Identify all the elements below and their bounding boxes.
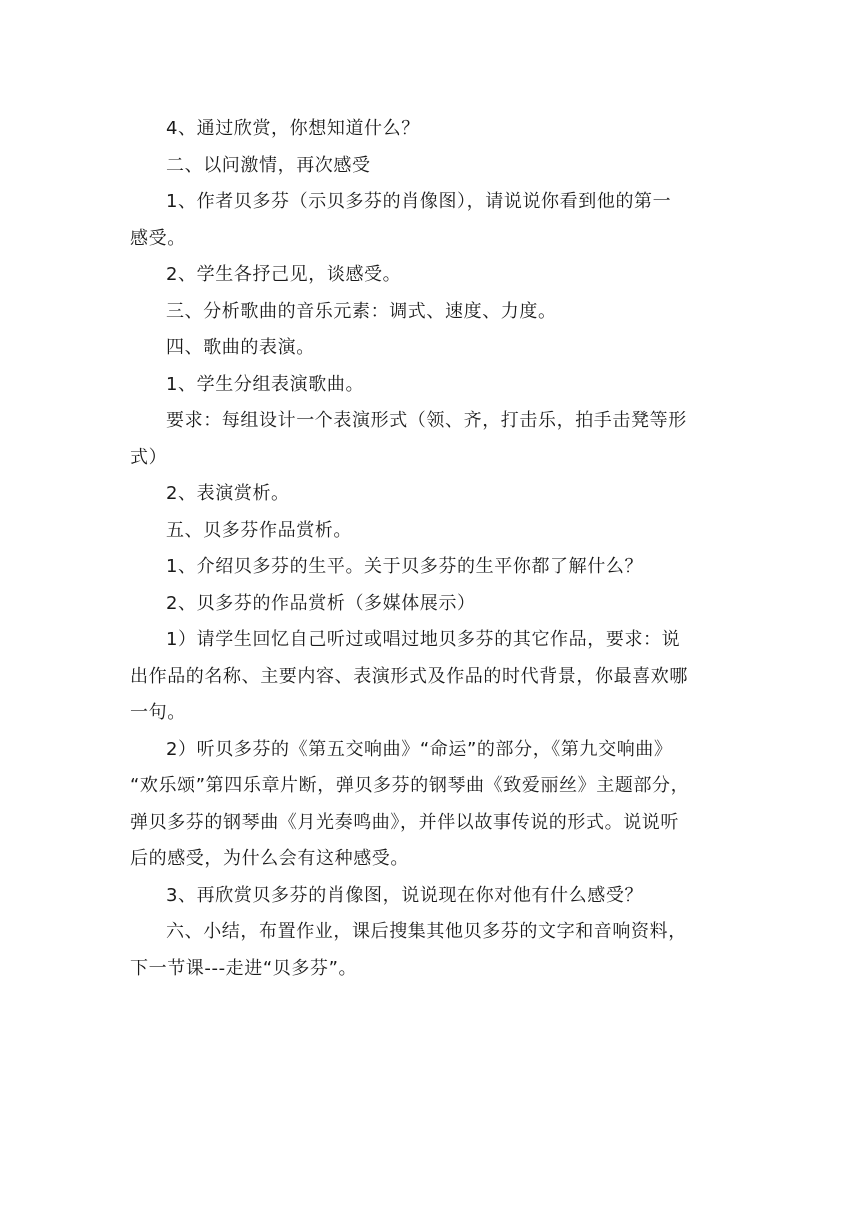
paragraph-requirement-line-2: 式） <box>130 446 168 468</box>
paragraph-portrait-again: 3、再欣赏贝多芬的肖像图，说说现在你对他有什么感受？ <box>166 884 644 906</box>
heading-section-6-line-2: 下一节课---走进“贝多芬”。 <box>130 957 358 979</box>
paragraph-works-review: 2、贝多芬的作品赏析（多媒体展示） <box>166 592 476 614</box>
paragraph-group-performance: 1、学生分组表演歌曲。 <box>166 373 365 395</box>
paragraph-requirement-line-1: 要求：每组设计一个表演形式（领、齐，打击乐，拍手击凳等形 <box>166 410 687 431</box>
paragraph-item-1-line-1: 1、作者贝多芬（示贝多芬的肖像图），请说说你看到他的第一 <box>166 191 672 212</box>
paragraph-question-4: 4、通过欣赏，你想知道什么？ <box>166 118 420 139</box>
heading-section-3: 三、分析歌曲的音乐元素：调式、速度、力度。 <box>166 300 557 322</box>
paragraph-listen-line-4: 后的感受，为什么会有这种感受。 <box>130 848 409 869</box>
paragraph-listen-line-2: “欢乐颂”第四乐章片断，弹贝多芬的钢琴曲《致爱丽丝》主题部分， <box>130 775 690 796</box>
paragraph-item-1-line-2: 感受。 <box>130 227 186 249</box>
paragraph-recall-line-2: 出作品的名称、主要内容、表演形式及作品的时代背景，你最喜欢哪 <box>130 665 688 687</box>
paragraph-recall-line-1: 1）请学生回忆自己听过或唱过地贝多芬的其它作品，要求：说 <box>166 629 681 650</box>
heading-section-5: 五、贝多芬作品赏析。 <box>166 519 352 541</box>
paragraph-listen-line-1: 2）听贝多芬的《第五交响曲》“命运”的部分，《第九交响曲》 <box>166 738 673 760</box>
document-body <box>130 111 730 987</box>
paragraph-performance-review: 2、表演赏析。 <box>166 483 290 504</box>
heading-section-2: 二、以问激情，再次感受 <box>166 154 371 176</box>
paragraph-listen-line-3: 弹贝多芬的钢琴曲《月光奏鸣曲》，并伴以故事传说的形式。说说听 <box>130 811 679 833</box>
paragraph-recall-line-3: 一句。 <box>130 702 186 723</box>
paragraph-biography: 1、介绍贝多芬的生平。关于贝多芬的生平你都了解什么？ <box>166 556 644 577</box>
heading-section-6-line-1: 六、小结，布置作业，课后搜集其他贝多芬的文字和音响资料， <box>166 921 687 942</box>
paragraph-item-2: 2、学生各抒己见，谈感受。 <box>166 264 402 285</box>
heading-section-4: 四、歌曲的表演。 <box>166 337 315 358</box>
